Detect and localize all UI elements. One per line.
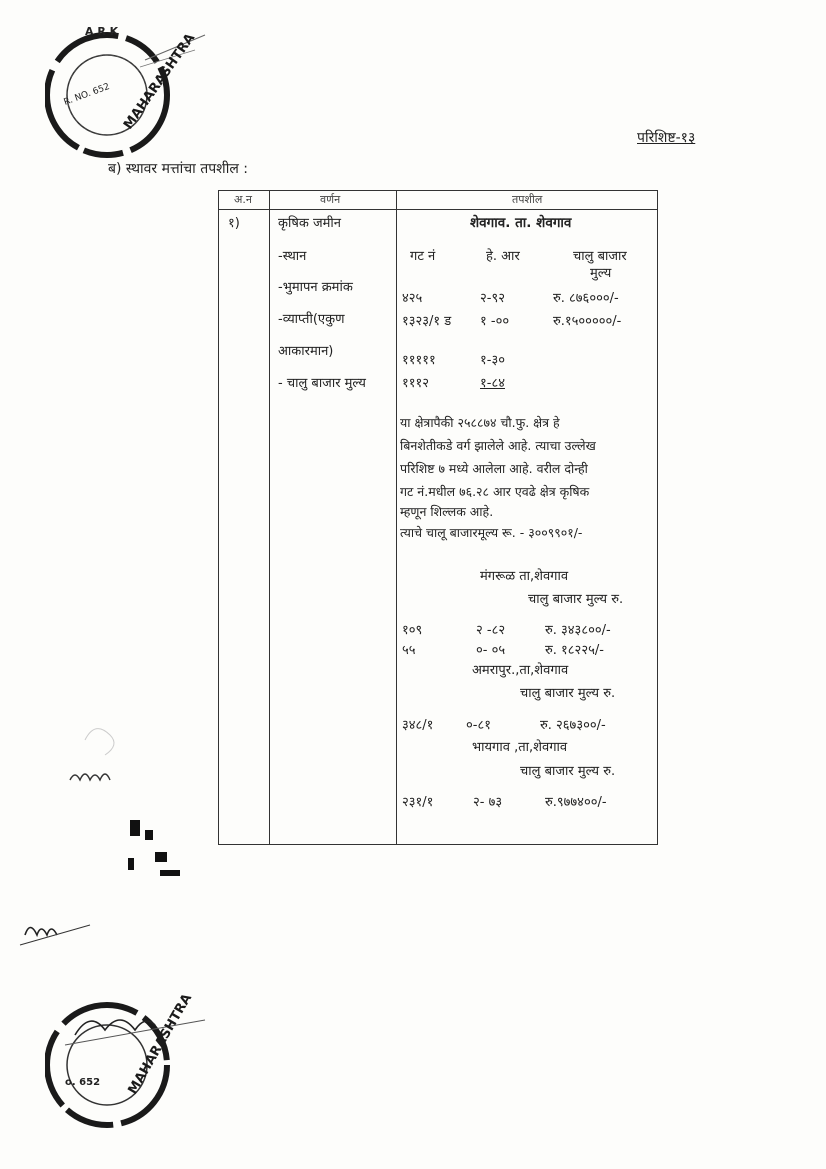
gat-number: १११२ xyxy=(402,376,430,391)
village-title: भायगाव ,ता,शेवगाव xyxy=(472,740,568,755)
bottom-stamp-text: MAHARASHTRA xyxy=(125,991,196,1097)
value-header: चालु बाजार मुल्य रु. xyxy=(520,764,616,779)
area-value: १-३० xyxy=(480,353,505,368)
top-stamp-number: R. NO. 652 xyxy=(62,81,112,108)
col-header-area: हे. आर xyxy=(486,249,520,264)
top-stamp-text: MAHARASHTRA xyxy=(120,30,199,133)
note-line: गट नं.मधील ७६.२८ आर एवढे क्षेत्र कृषिक xyxy=(400,484,590,499)
area-value: २ -८२ xyxy=(476,623,506,638)
col-header-gat: गट नं xyxy=(410,249,436,264)
area-value: २- ७३ xyxy=(473,795,503,810)
top-seal-stamp xyxy=(45,5,210,175)
gat-number: २३१/१ xyxy=(402,795,434,810)
gat-number: १११११ xyxy=(402,353,436,368)
value-header: चालु बाजार मुल्य रु. xyxy=(528,592,624,607)
description-line: -स्थान xyxy=(278,249,307,264)
svg-text:A R K: A R K xyxy=(85,25,119,38)
area-value: ०- ०५ xyxy=(476,643,506,658)
value-header: चालु बाजार मुल्य रु. xyxy=(520,686,616,701)
area-value: ०-८१ xyxy=(466,718,491,733)
annexure-label: परिशिष्ट-१३ xyxy=(637,130,696,146)
note-line: परिशिष्ट ७ मध्ये आलेला आहे. वरील दोन्ही xyxy=(400,461,588,476)
note-line: या क्षेत्रापैकी २५८८७४ चौ.फु. क्षेत्र हे xyxy=(400,415,560,430)
header-row-divider xyxy=(219,209,657,210)
market-value: रु.१५०००००/- xyxy=(553,314,622,329)
village-title: अमरापुर.,ता,शेवगाव xyxy=(472,663,569,678)
description-line: कृषिक जमीन xyxy=(278,216,341,231)
col-header-value-2: मुल्य xyxy=(590,266,612,281)
gat-number: ४२५ xyxy=(402,291,423,306)
market-value: रु.९७७४००/- xyxy=(545,795,607,810)
col-header-value: चालु बाजार xyxy=(573,249,627,264)
column-divider xyxy=(269,191,270,844)
section-heading: ब) स्थावर मत्तांचा तपशील : xyxy=(108,161,248,177)
description-line: - चालु बाजार मुल्य xyxy=(278,376,366,391)
note-line: म्हणून शिल्लक आहे. xyxy=(400,504,494,519)
description-line: आकारमान) xyxy=(278,344,334,359)
gat-number: ५५ xyxy=(402,643,416,658)
note-line: बिनशेतीकडे वर्ग झालेले आहे. त्याचा उल्लेख xyxy=(400,438,596,453)
gat-number: १३२३/१ ड xyxy=(402,314,452,329)
description-line: -व्याप्ती(एकुण xyxy=(278,312,345,327)
column-divider xyxy=(396,191,397,844)
gat-number: १०९ xyxy=(402,623,423,638)
market-value: रु. २६७३००/- xyxy=(540,718,606,733)
note-line: त्याचे चालू बाजारमूल्य रू. - ३००९९०१/- xyxy=(400,525,583,540)
village-title: शेवगाव. ता. शेवगाव xyxy=(470,215,572,231)
serial-number: १) xyxy=(228,216,240,231)
market-value: रु. ८७६०००/- xyxy=(553,291,619,306)
header-description: वर्णन xyxy=(320,193,341,206)
header-details: तपशील xyxy=(512,193,543,206)
header-serial: अ.न xyxy=(234,193,253,206)
area-value: १-८४ xyxy=(480,376,505,391)
bottom-seal-stamp xyxy=(45,975,215,1145)
description-line: -भुमापन क्रमांक xyxy=(278,280,353,295)
village-title: मंगरूळ ता,शेवगाव xyxy=(480,569,569,584)
margin-marks xyxy=(0,680,220,980)
bottom-stamp-number: o. 652 xyxy=(65,1077,101,1088)
area-value: १ -०० xyxy=(480,314,510,329)
market-value: रु. १८२२५/- xyxy=(545,643,604,658)
area-value: २-९२ xyxy=(480,291,505,306)
market-value: रु. ३४३८००/- xyxy=(545,623,611,638)
gat-number: ३४८/१ xyxy=(402,718,434,733)
